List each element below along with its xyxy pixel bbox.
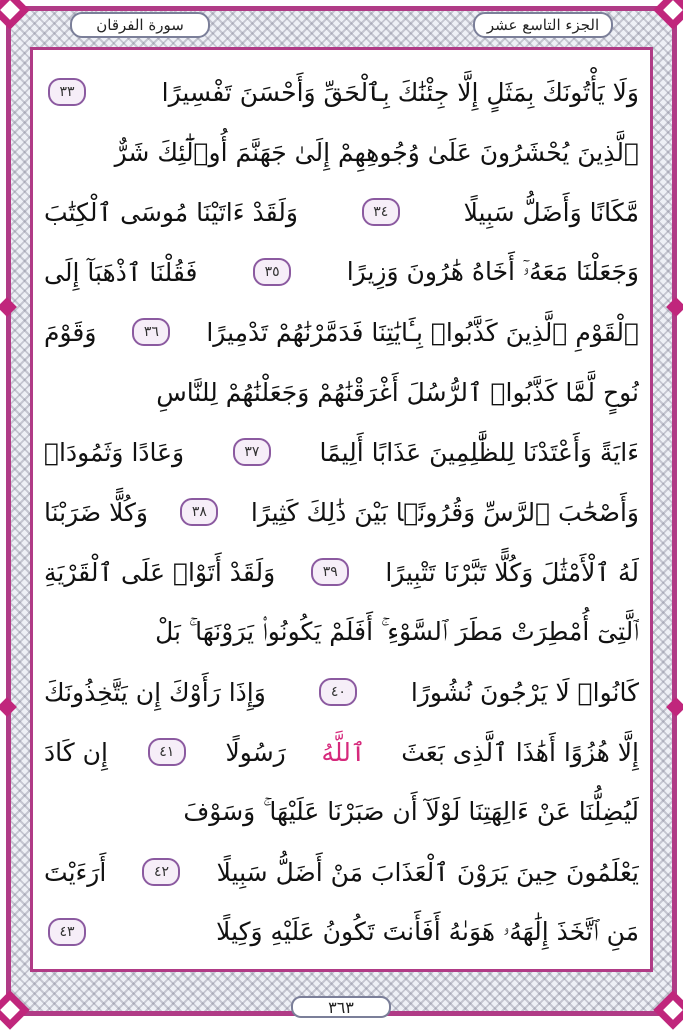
verse-text: وَكُلًّا ضَرَبْنَا [44, 497, 148, 527]
text-line [44, 542, 639, 602]
text-line [44, 722, 639, 782]
verse-text: نُوحٍ لَّمَّا كَذَّبُوا۟ ٱلرُّسُلَ أَغْرَقْنَٰهُمْ وَجَعَلْنَٰهُمْ لِلنَّاسِ [156, 377, 639, 407]
verse-text: ٱلْقَوْمِ ٱلَّذِينَ كَذَّبُوا۟ بِـَٔايَٰتِنَا فَدَمَّرْنَٰهُمْ تَدْمِيرًا [206, 317, 639, 347]
surah-name-header: سورة الفرقان [70, 12, 210, 38]
verse-text: مَّكَانًا وَأَضَلُّ سَبِيلًا [463, 197, 639, 227]
ayah-number-marker: ٤٢ [142, 858, 180, 886]
ayah-number-marker: ٣٣ [48, 78, 86, 106]
text-line [44, 122, 639, 182]
juz-header: الجزء التاسع عشر [473, 12, 613, 38]
text-line [44, 602, 639, 662]
verse-text: وَلَقَدْ ءَاتَيْنَا مُوسَى ٱلْكِتَٰبَ [44, 197, 298, 227]
verse-text: وَإِذَا رَأَوْكَ إِن يَتَّخِذُونَكَ [44, 677, 266, 707]
verse-text: وَأَصْحَٰبَ ٱلرَّسِّ وَقُرُونًۢا بَيْنَ ذَٰلِكَ كَثِيرًا [250, 497, 639, 527]
text-line [44, 782, 639, 842]
verse-text: كَانُوا۟ لَا يَرْجُونَ نُشُورًا [410, 677, 639, 707]
text-line [44, 482, 639, 542]
verse-text: مَنِ ٱتَّخَذَ إِلَٰهَهُۥ هَوَىٰهُ أَفَأَنتَ تَكُونُ عَلَيْهِ وَكِيلًا [216, 917, 639, 946]
text-line [44, 902, 639, 962]
ayah-number-marker: ٤٣ [48, 918, 86, 946]
divine-name: ٱللَّهُ [321, 737, 366, 767]
verse-text: وَقَوْمَ [44, 317, 97, 347]
ayah-number-marker: ٣٨ [180, 498, 218, 526]
text-line [44, 422, 639, 482]
verse-text: إِن كَادَ [44, 737, 108, 767]
text-line [44, 662, 639, 722]
verse-text: لَهُ ٱلْأَمْثَٰلَ وَكُلًّا تَبَّرْنَا تَتْبِيرًا [385, 557, 639, 587]
text-line [44, 182, 639, 242]
page-number: ٣٦٣ [291, 996, 391, 1018]
ayah-number-marker: ٣٤ [362, 198, 400, 226]
verse-text: وَلَا يَأْتُونَكَ بِمَثَلٍ إِلَّا جِئْنَٰكَ بِٱلْحَقِّ وَأَحْسَنَ تَفْسِيرًا [161, 77, 639, 107]
text-line [44, 302, 639, 362]
ayah-number-marker: ٣٩ [311, 558, 349, 586]
verse-text: وَعَادًا وَثَمُودَا۟ [44, 437, 185, 467]
text-line [44, 242, 639, 302]
verse-text: إِلَّا هُزُوًا أَهَٰذَا ٱلَّذِى بَعَثَ [401, 737, 639, 767]
verse-text: لَيُضِلُّنَا عَنْ ءَالِهَتِنَا لَوْلَآ أَن صَبَرْنَا عَلَيْهَا ۚ وَسَوْفَ [183, 797, 639, 826]
ayah-number-marker: ٣٥ [253, 258, 291, 286]
verse-text: يَعْلَمُونَ حِينَ يَرَوْنَ ٱلْعَذَابَ مَنْ أَضَلُّ سَبِيلًا [216, 857, 639, 887]
quran-text [44, 62, 639, 962]
text-line [44, 362, 639, 422]
verse-text: ءَايَةً وَأَعْتَدْنَا لِلظَّٰلِمِينَ عَذَابًا أَلِيمًا [319, 437, 639, 467]
verse-text: ٱلَّتِىٓ أُمْطِرَتْ مَطَرَ ٱلسَّوْءِ ۚ أَفَلَمْ يَكُونُوا۟ يَرَوْنَهَا ۚ بَلْ [155, 617, 639, 646]
verse-text: وَجَعَلْنَا مَعَهُۥٓ أَخَاهُ هَٰرُونَ وَزِيرًا [346, 257, 639, 286]
ayah-number-marker: ٤١ [148, 738, 186, 766]
verse-text: وَلَقَدْ أَتَوْا۟ عَلَى ٱلْقَرْيَةِ [44, 557, 276, 587]
verse-text: فَقُلْنَا ٱذْهَبَآ إِلَى [44, 257, 198, 287]
verse-text: ٱلَّذِينَ يُحْشَرُونَ عَلَىٰ وُجُوهِهِمْ إِلَىٰ جَهَنَّمَ أُو۟لَٰٓئِكَ شَرٌّ [114, 137, 639, 167]
text-line [44, 62, 639, 122]
ayah-number-marker: ٤٠ [319, 678, 357, 706]
ayah-number-marker: ٣٧ [233, 438, 271, 466]
verse-text: رَسُولًا [225, 737, 286, 767]
ayah-number-marker: ٣٦ [132, 318, 170, 346]
verse-text: أَرَءَيْتَ [44, 857, 107, 887]
text-line [44, 842, 639, 902]
